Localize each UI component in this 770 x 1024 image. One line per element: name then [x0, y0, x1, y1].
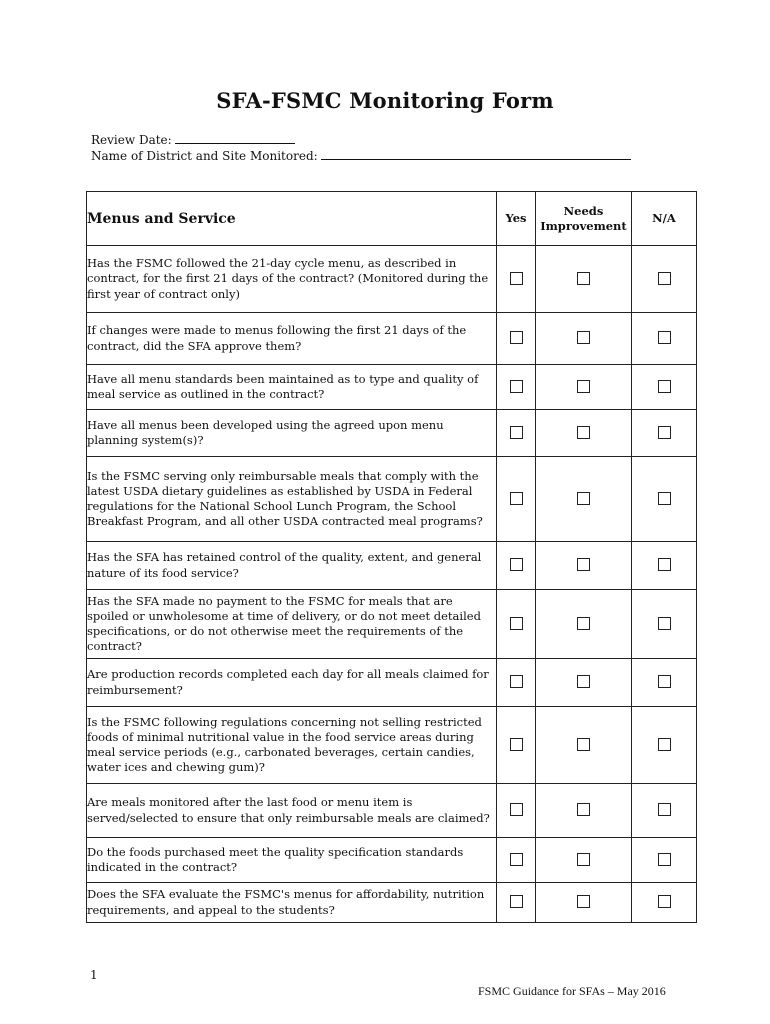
checkbox-needs-improvement[interactable] — [577, 272, 590, 285]
table-row — [87, 659, 697, 707]
cell-yes — [497, 838, 536, 883]
cell-yes — [497, 313, 536, 365]
checkbox-yes[interactable] — [510, 558, 523, 571]
review-date-label: Review Date: — [91, 133, 172, 147]
question-text: If changes were made to menus following the first 21 days of the contract, did the SFA approve them? — [87, 313, 497, 365]
cell-needs-improvement — [536, 784, 632, 838]
question-text: Is the FSMC serving only reimbursable meals that comply with the latest USDA dietary guidelines as established by USDA in Federal regulations for the National School Lunch Program, the School Breakfast Program, and all other USDA contracted meal programs? — [87, 457, 497, 542]
checkbox-na[interactable] — [658, 272, 671, 285]
checkbox-yes[interactable] — [510, 853, 523, 866]
table-row — [87, 542, 697, 590]
checkbox-na[interactable] — [658, 380, 671, 393]
checkbox-needs-improvement[interactable] — [577, 331, 590, 344]
checkbox-na[interactable] — [658, 617, 671, 630]
question-text: Does the SFA evaluate the FSMC's menus for affordability, nutrition requirements, and appeal to the students? — [87, 883, 497, 923]
cell-needs-improvement — [536, 365, 632, 410]
column-header-na: N/A — [632, 192, 697, 246]
cell-na — [632, 542, 697, 590]
checkbox-needs-improvement[interactable] — [577, 738, 590, 751]
checkbox-na[interactable] — [658, 331, 671, 344]
checkbox-na[interactable] — [658, 803, 671, 816]
cell-yes — [497, 707, 536, 784]
cell-needs-improvement — [536, 313, 632, 365]
question-text: Are production records completed each day for all meals claimed for reimbursement? — [87, 659, 497, 707]
question-text: Has the SFA has retained control of the quality, extent, and general nature of its food service? — [87, 542, 497, 590]
table-row — [87, 707, 697, 784]
checkbox-needs-improvement[interactable] — [577, 492, 590, 505]
question-text: Has the FSMC followed the 21-day cycle menu, as described in contract, for the first 21 days of the contract? (Monitored during the first year of contract only) — [87, 246, 497, 313]
checkbox-yes[interactable] — [510, 738, 523, 751]
checkbox-yes[interactable] — [510, 675, 523, 688]
district-field[interactable] — [321, 147, 631, 160]
review-date-field[interactable] — [175, 131, 295, 144]
monitoring-table — [86, 191, 697, 923]
district-line — [91, 147, 631, 163]
cell-yes — [497, 410, 536, 457]
table-row — [87, 838, 697, 883]
question-text: Do the foods purchased meet the quality specification standards indicated in the contract? — [87, 838, 497, 883]
checkbox-na[interactable] — [658, 426, 671, 439]
cell-needs-improvement — [536, 883, 632, 923]
page-title: SFA-FSMC Monitoring Form — [216, 88, 554, 113]
checkbox-needs-improvement[interactable] — [577, 675, 590, 688]
footer-text: FSMC Guidance for SFAs – May 2016 — [478, 984, 666, 998]
checkbox-yes[interactable] — [510, 492, 523, 505]
cell-needs-improvement — [536, 590, 632, 659]
cell-needs-improvement — [536, 542, 632, 590]
cell-na — [632, 313, 697, 365]
cell-yes — [497, 659, 536, 707]
cell-needs-improvement — [536, 246, 632, 313]
cell-yes — [497, 365, 536, 410]
cell-yes — [497, 542, 536, 590]
question-text: Have all menu standards been maintained as to type and quality of meal service as outlined in the contract? — [87, 365, 497, 410]
cell-na — [632, 410, 697, 457]
cell-yes — [497, 590, 536, 659]
checkbox-needs-improvement[interactable] — [577, 558, 590, 571]
checkbox-yes[interactable] — [510, 426, 523, 439]
cell-yes — [497, 457, 536, 542]
cell-yes — [497, 784, 536, 838]
cell-na — [632, 784, 697, 838]
checkbox-na[interactable] — [658, 558, 671, 571]
question-text: Have all menus been developed using the agreed upon menu planning system(s)? — [87, 410, 497, 457]
table-row — [87, 784, 697, 838]
table-row — [87, 590, 697, 659]
checkbox-yes[interactable] — [510, 331, 523, 344]
cell-na — [632, 838, 697, 883]
cell-na — [632, 365, 697, 410]
checkbox-needs-improvement[interactable] — [577, 895, 590, 908]
checkbox-needs-improvement[interactable] — [577, 617, 590, 630]
page-number: 1 — [90, 968, 98, 982]
checkbox-needs-improvement[interactable] — [577, 853, 590, 866]
checkbox-yes[interactable] — [510, 272, 523, 285]
table-row — [87, 457, 697, 542]
checkbox-na[interactable] — [658, 738, 671, 751]
column-header-yes: Yes — [497, 192, 536, 246]
checkbox-needs-improvement[interactable] — [577, 380, 590, 393]
checkbox-na[interactable] — [658, 853, 671, 866]
cell-needs-improvement — [536, 457, 632, 542]
cell-yes — [497, 246, 536, 313]
cell-needs-improvement — [536, 410, 632, 457]
cell-needs-improvement — [536, 838, 632, 883]
cell-na — [632, 457, 697, 542]
cell-na — [632, 659, 697, 707]
table-row — [87, 246, 697, 313]
table-row — [87, 313, 697, 365]
cell-na — [632, 246, 697, 313]
checkbox-yes[interactable] — [510, 380, 523, 393]
checkbox-needs-improvement[interactable] — [577, 803, 590, 816]
checkbox-na[interactable] — [658, 895, 671, 908]
section-title: Menus and Service — [87, 192, 497, 246]
cell-na — [632, 590, 697, 659]
question-text: Are meals monitored after the last food or menu item is served/selected to ensure that only reimbursable meals are claimed? — [87, 784, 497, 838]
table-row — [87, 410, 697, 457]
cell-na — [632, 883, 697, 923]
column-header-needs-improvement: Needs Improvement — [536, 192, 632, 246]
cell-needs-improvement — [536, 707, 632, 784]
review-date-line — [91, 131, 295, 147]
checkbox-yes[interactable] — [510, 617, 523, 630]
checkbox-na[interactable] — [658, 675, 671, 688]
district-label: Name of District and Site Monitored: — [91, 149, 318, 163]
question-text: Is the FSMC following regulations concerning not selling restricted foods of minimal nutritional value in the food service areas during meal service periods (e.g., carbonated beverages, certain candies, water ices and chewing gum)? — [87, 707, 497, 784]
table-row — [87, 365, 697, 410]
cell-needs-improvement — [536, 659, 632, 707]
checkbox-needs-improvement[interactable] — [577, 426, 590, 439]
table-header-row — [87, 192, 697, 246]
question-rows — [87, 246, 697, 923]
table-row — [87, 883, 697, 923]
checkbox-na[interactable] — [658, 492, 671, 505]
cell-na — [632, 707, 697, 784]
cell-yes — [497, 883, 536, 923]
question-text: Has the SFA made no payment to the FSMC for meals that are spoiled or unwholesome at time of delivery, or do not meet detailed specifications, or do not otherwise meet the requirements of the contract? — [87, 590, 497, 659]
checkbox-yes[interactable] — [510, 895, 523, 908]
checkbox-yes[interactable] — [510, 803, 523, 816]
